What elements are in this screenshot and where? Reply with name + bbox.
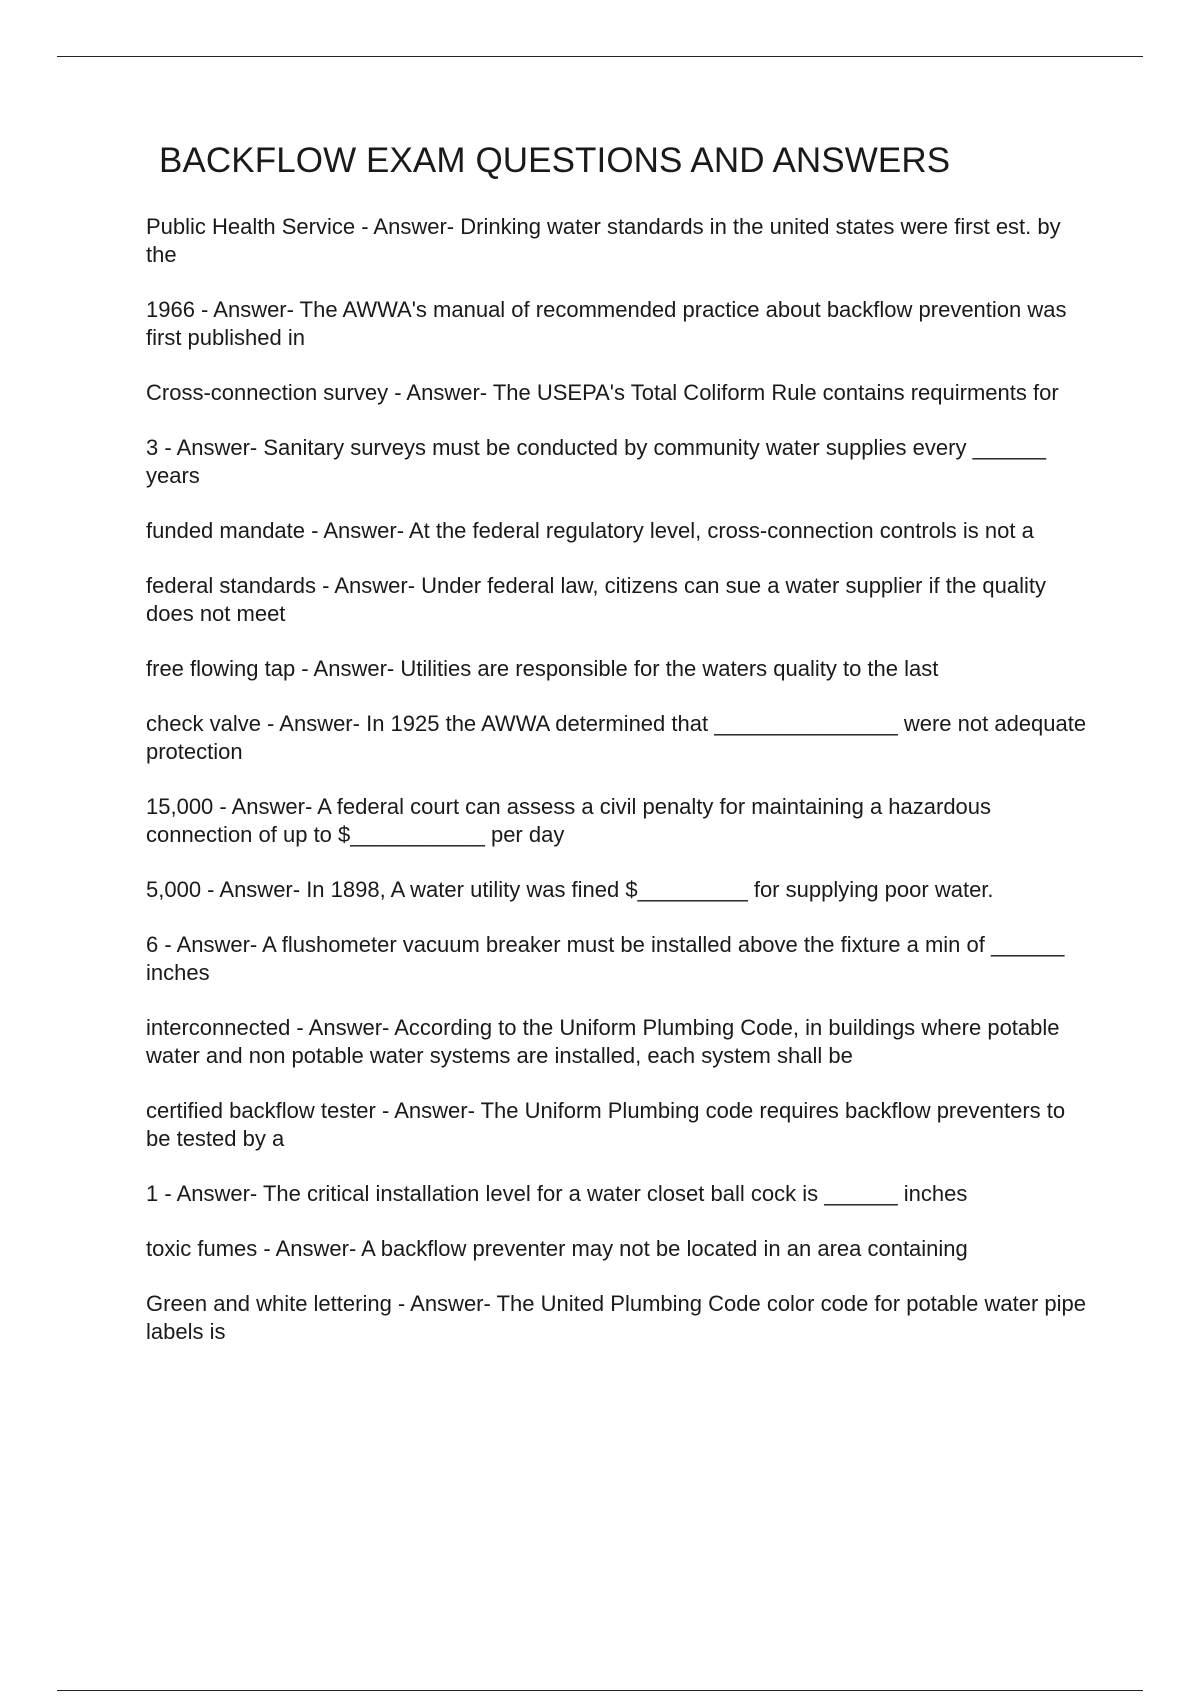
- qa-item: Cross-connection survey - Answer- The USEPA's Total Coliform Rule contains requirments for: [146, 380, 1059, 405]
- qa-item: 1966 - Answer- The AWWA's manual of recommended practice about backflow prevention was first published in: [146, 297, 1067, 350]
- qa-item: check valve - Answer- In 1925 the AWWA determined that _______________ were not adequate protection: [146, 711, 1087, 764]
- top-divider: [57, 56, 1143, 57]
- qa-item: funded mandate - Answer- At the federal regulatory level, cross-connection controls is not a: [146, 518, 1034, 543]
- qa-item: certified backflow tester - Answer- The Uniform Plumbing code requires backflow preventers to be tested by a: [146, 1098, 1066, 1151]
- qa-item: 6 - Answer- A flushometer vacuum breaker must be installed above the fixture a min of ______ inches: [146, 932, 1065, 985]
- qa-item: Public Health Service - Answer- Drinking water standards in the united states were first est. by the: [146, 214, 1061, 267]
- qa-item: 5,000 - Answer- In 1898, A water utility was fined $_________ for supplying poor water.: [146, 877, 994, 902]
- qa-item: Green and white lettering - Answer- The United Plumbing Code color code for potable water pipe labels is: [146, 1291, 1087, 1344]
- qa-item: 15,000 - Answer- A federal court can assess a civil penalty for maintaining a hazardous connection of up to $___________ per day: [146, 794, 992, 847]
- qa-item: interconnected - Answer- According to the Uniform Plumbing Code, in buildings where potable water and non potable water systems are installed, each system shall be: [146, 1015, 1060, 1068]
- qa-item: toxic fumes - Answer- A backflow preventer may not be located in an area containing: [146, 1236, 968, 1261]
- bottom-divider: [57, 1690, 1143, 1691]
- qa-item: federal standards - Answer- Under federal law, citizens can sue a water supplier if the quality does not meet: [146, 573, 1047, 626]
- document-title: BACKFLOW EXAM QUESTIONS AND ANSWERS: [159, 141, 951, 180]
- qa-list: [146, 213, 1091, 1373]
- qa-item: 3 - Answer- Sanitary surveys must be conducted by community water supplies every ______ years: [146, 435, 1046, 488]
- qa-item: 1 - Answer- The critical installation level for a water closet ball cock is ______ inches: [146, 1181, 968, 1206]
- qa-item: free flowing tap - Answer- Utilities are responsible for the waters quality to the last: [146, 656, 939, 681]
